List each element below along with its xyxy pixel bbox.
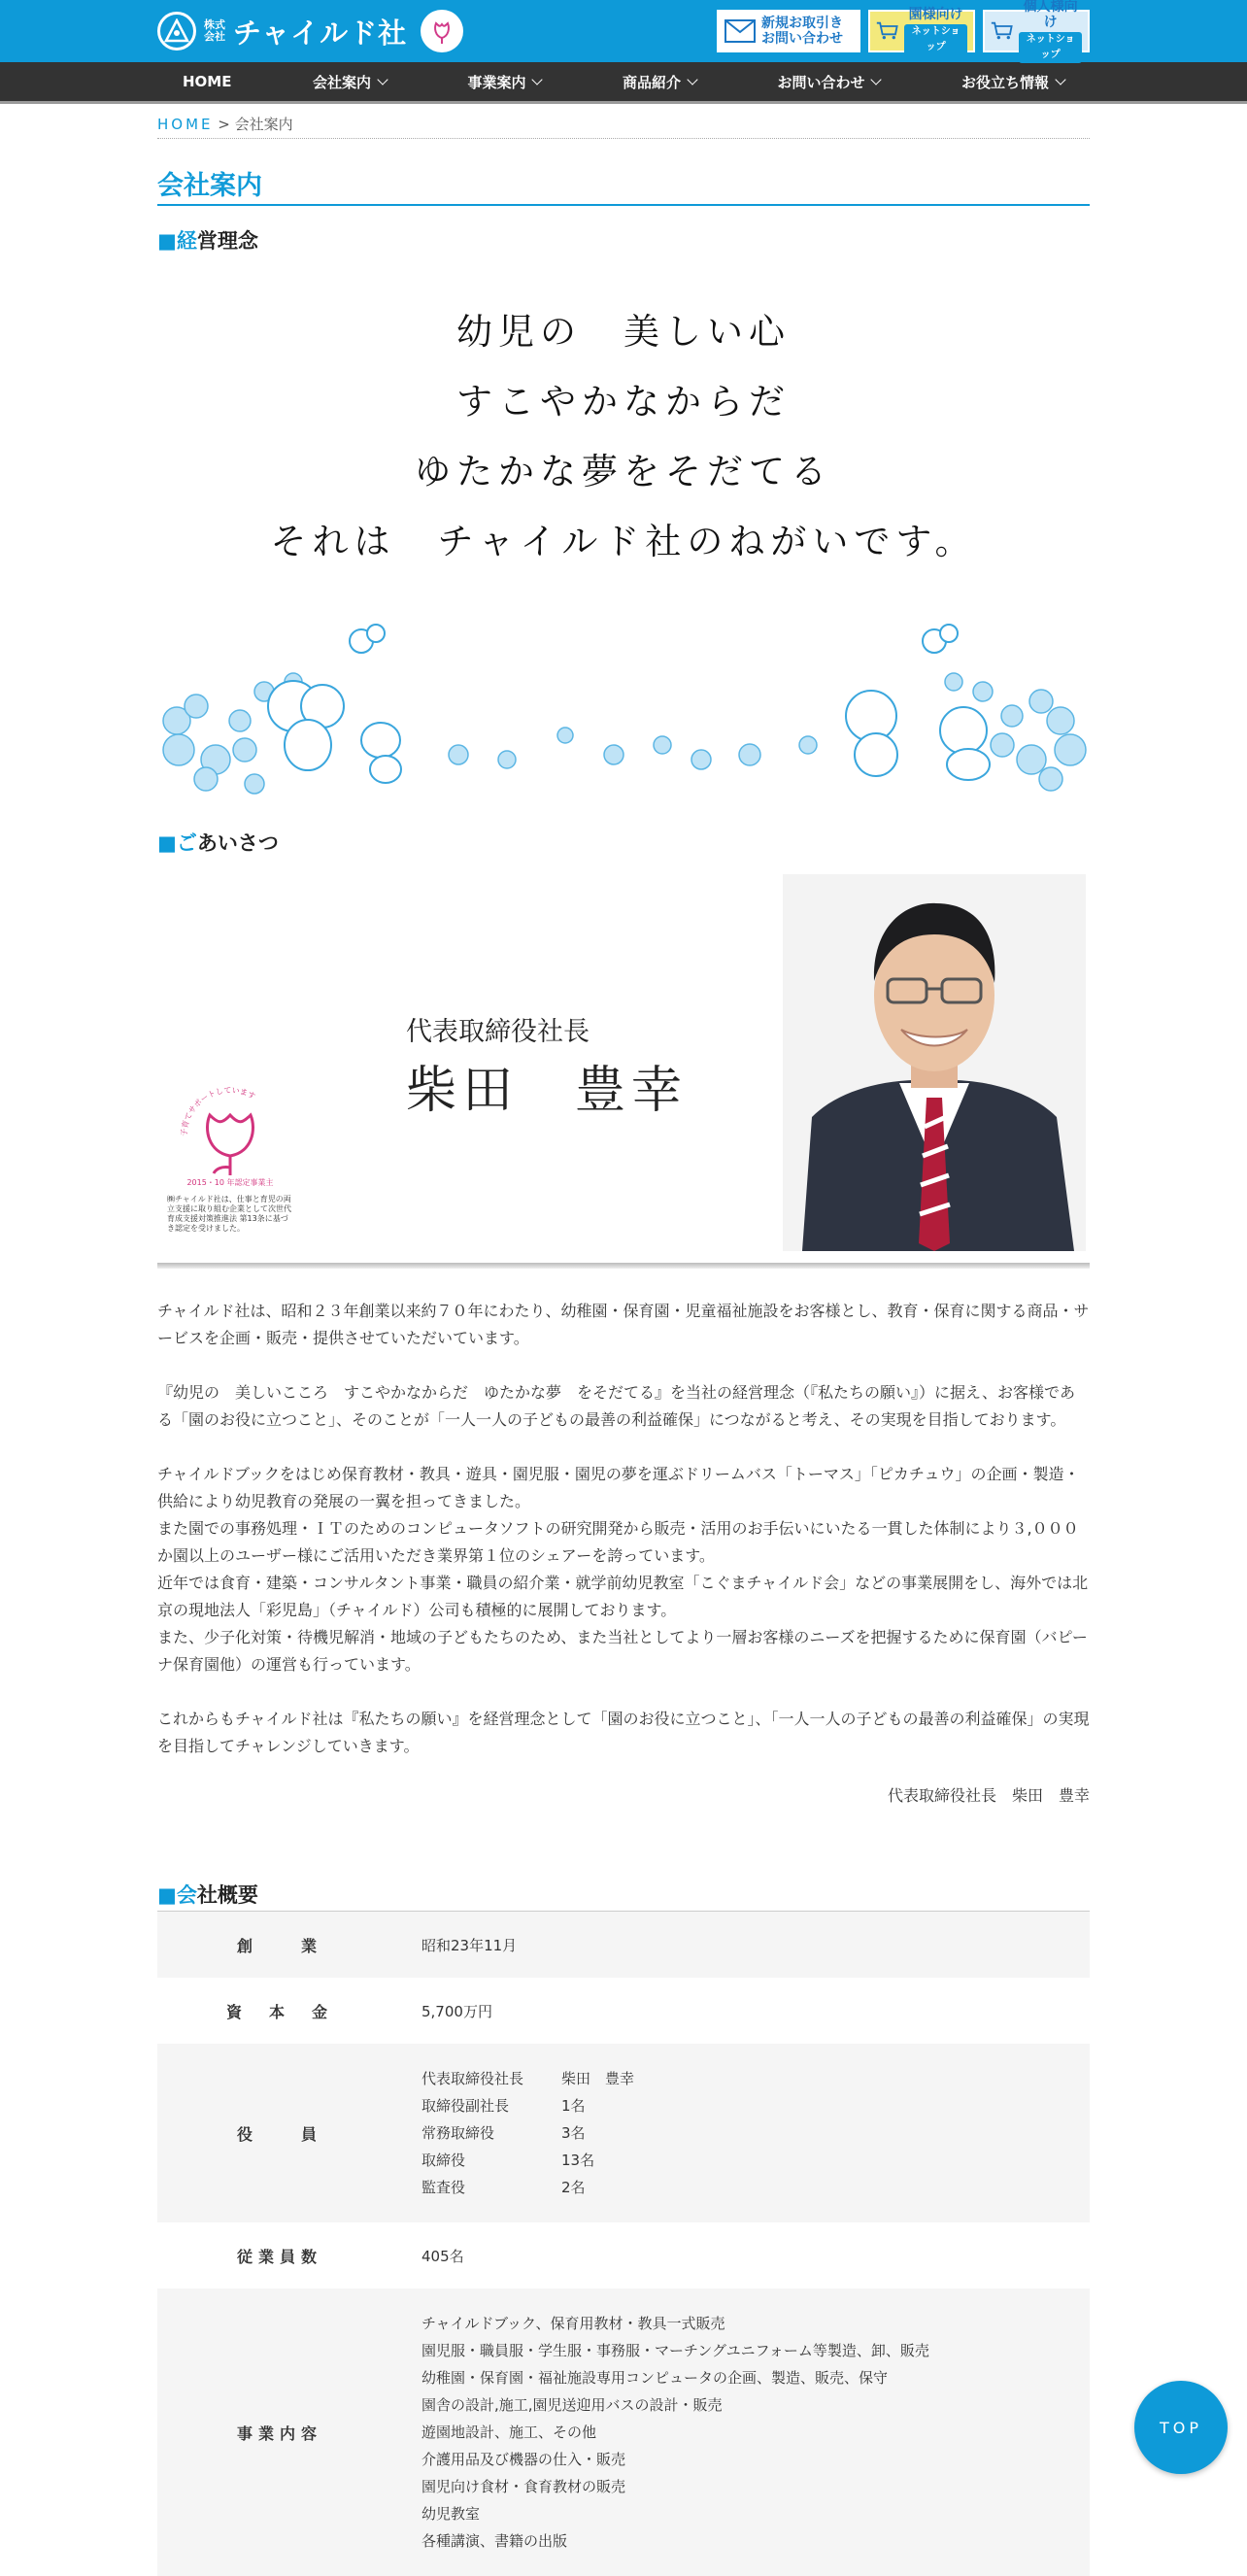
breadcrumb-home-link[interactable]: HOME: [157, 116, 214, 133]
site-header: [0, 0, 1247, 62]
svg-text:子育てサポートしています: [180, 1086, 257, 1136]
shopping-cart-icon: [991, 19, 1013, 43]
shopping-cart-icon: [876, 19, 898, 43]
breadcrumb-current: 会社案内: [234, 116, 293, 133]
business-list: チャイルドブック、保育用教材・教具一式販売 園児服・職員服・学生服・事務服・マーチングユニフォーム等製造、卸、販売 幼稚園・保育園・福祉施設専用コンピュータの企画、製造、販売、保守 園舎の設計,施工,園児送迎用バスの設計・販売 遊園地設計、施工、その他 介護用品及び機器の仕入・販売 園児向け食材・食育教材の販売 幼児教室 各種講演、書籍の出版: [421, 2315, 929, 2550]
greeting-text: [157, 1298, 1090, 1760]
representative-photo: [783, 874, 1086, 1251]
company-overview-table: [157, 1912, 1090, 2576]
logo-company-type: 株式 会社: [204, 18, 225, 43]
school-netshop-button[interactable]: 園様向け ネットショップ: [868, 10, 975, 52]
chevron-down-icon: [687, 74, 697, 85]
chevron-down-icon: [871, 74, 882, 85]
table-row: 役 員 代表取締役社長 柴田 豊幸 取締役副社長 1名 常務取締役 3名 取締役 13名 監査役 2名: [157, 2044, 1090, 2222]
badge-year-text: 2015・10 年認定事業主: [186, 1178, 274, 1187]
nav-item-contact[interactable]: お問い合わせ: [752, 72, 905, 92]
chevron-down-icon: [1055, 74, 1065, 85]
envelope-icon: [725, 19, 756, 43]
representative-name: 柴田 豊幸: [406, 1062, 689, 1120]
table-row: 創 業 昭和23年11月: [157, 1912, 1090, 1978]
nav-item-home[interactable]: HOME: [183, 73, 232, 90]
greeting-heading: ■ごあいさつ: [157, 831, 279, 855]
main-nav: [0, 62, 1247, 104]
children-flower-illustration: [157, 614, 1090, 808]
nav-item-business[interactable]: 事業案内: [442, 72, 566, 92]
page-title: 会社案内: [157, 164, 1090, 206]
certification-note: ㈱チャイルド社は、仕事と育児の両立支援に取り組む企業として次世代育成支援対策推進法 第13条に基づき認定を受けました。: [167, 1195, 291, 1233]
company-overview-heading: ■会社概要: [157, 1880, 1090, 1912]
table-row: 資 本 金 5,700万円: [225, 2002, 492, 2021]
tulip-mascot-icon: [421, 10, 463, 52]
chevron-down-icon: [532, 74, 543, 85]
breadcrumb: HOME > 会社案内: [157, 104, 1090, 139]
greeting-paragraph: チャイルドブックをはじめ保育教材・教具・遊具・園児服・園児の夢を運ぶドリームバス「トーマス」「ピカチュウ」の企画・製造・供給により幼児教育の発展の一翼を担ってきました。 また園での事務処理・ＩＴのためのコンピュータソフトの研究開発から販売・活用のお手伝いにいたる一貫した体制により３,０００か園以上のユーザー様にご活用いただき業界第１位のシェアーを誇っています。 近年では食育・建築・コンサルタント事業・職員の紹介業・就学前幼児教室「こぐまチャイルド会」などの事業展開をし、海外では北京の現地法人「彩児島」（チャイルド）公司も積極的に展開しております。 また、少子化対策・待機児解消・地域の子どもたちのため、また当社としてより一層お客様のニーズを把握するために保育園（バピーナ保育園他）の運営も行っています。: [157, 1465, 1089, 1674]
back-to-top-button[interactable]: TOP: [1134, 2381, 1228, 2474]
representative-title: 代表取締役社長: [406, 1017, 590, 1047]
greeting-paragraph: チャイルド社は、昭和２３年創業以来約７０年にわたり、幼稚園・保育園・児童福祉施設をお客様とし、教育・保育に関する商品・サービスを企画・販売・提供させていただいています。: [157, 1302, 1090, 1347]
nav-item-company[interactable]: 会社案内: [287, 72, 412, 92]
greeting-paragraph: これからもチャイルド社は『私たちの願い』を経営理念として「園のお役に立つこと」、「一人一人の子どもの最善の利益確保」の実現を目指してチャレンジしていきます。: [157, 1710, 1090, 1755]
greeting-signature: 代表取締役社長 柴田 豊幸: [887, 1786, 1090, 1805]
nav-item-products[interactable]: 商品紹介: [597, 72, 722, 92]
representative-block: [157, 874, 1090, 1269]
officers-list: 代表取締役社長 柴田 豊幸 取締役副社長 1名 常務取締役 3名 取締役 13名 監査役 2名: [421, 2070, 635, 2196]
philosophy-text: 幼児の 美しい心 すこやかなからだ ゆたかな夢をそだてる それは チャイルド社のねがいです。: [270, 311, 977, 562]
company-emblem-icon: [157, 12, 196, 51]
new-business-contact-button[interactable]: 新規お取引き お問い合わせ: [717, 10, 860, 52]
personal-netshop-button[interactable]: 個人様向け ネットショップ: [983, 10, 1090, 52]
chevron-down-icon: [377, 74, 388, 85]
nav-item-info[interactable]: お役立ち情報: [936, 72, 1090, 92]
table-row: 従業員数 405名: [236, 2247, 464, 2266]
logo-company-name: チャイルド社: [233, 16, 408, 50]
greeting-paragraph: 『幼児の 美しいこころ すこやかなからだ ゆたかな夢 をそだてる』を当社の経営理念（『私たちの願い』）に据え、お客様である「園のお役に立つこと」、そのことが「一人一人の子どもの最善の利益確保」につながると考え、その実現を目指しております。: [157, 1383, 1075, 1429]
table-row: 事業内容 チャイルドブック、保育用教材・教具一式販売 園児服・職員服・学生服・事務服・マーチングユニフォーム等製造、卸、販売 幼稚園・保育園・福祉施設専用コンピュータの企画、製造、販売、保守 園舎の設計,施工,園児送迎用バスの設計・販売 遊園地設計、施工、その他 介護用品及び機器の仕入・販売 園児向け食材・食育教材の販売 幼児教室 各種講演、書籍の出版: [157, 2288, 1090, 2576]
philosophy-heading: ■経営理念: [157, 229, 258, 253]
kurumin-certification-mark: [167, 1078, 293, 1234]
site-logo[interactable]: [157, 10, 463, 52]
badge-arc-text: 子育てサポートしています: [179, 1085, 257, 1137]
